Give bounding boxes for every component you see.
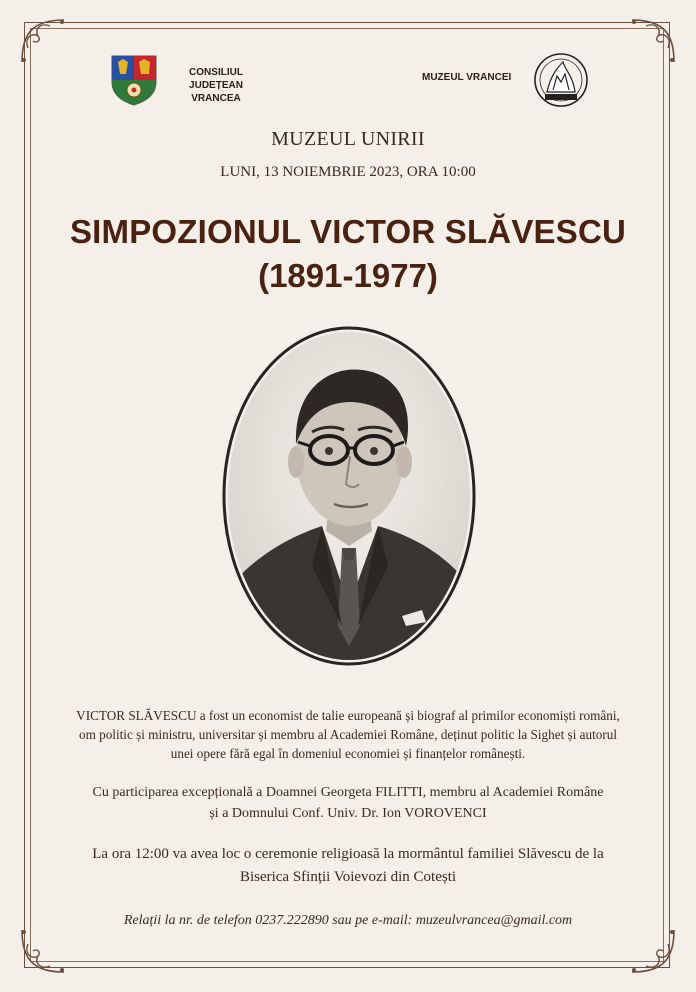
county-coat-of-arms-icon bbox=[108, 52, 160, 106]
museum-name: MUZEUL VRANCEI bbox=[422, 72, 512, 83]
county-council-name bbox=[166, 66, 266, 105]
biography-line: VICTOR SLĂVESCU a fost un economist de talie europeană și biograf al primilor economiști români, bbox=[76, 708, 620, 723]
biography-line: unei opere fără egal în domeniul economiei și finanțelor românești. bbox=[170, 746, 526, 761]
event-datetime: LUNI, 13 NOIEMBRIE 2023, ORA 10:00 bbox=[220, 164, 476, 180]
corner-ornament-icon bbox=[628, 12, 682, 66]
ceremony-paragraph bbox=[50, 843, 646, 889]
biography-line: om politic și ministru, universitar și membru al Academiei Române, deținut politic la Sighet și autorul bbox=[78, 727, 618, 742]
guests-line: și a Domnului Conf. Univ. Dr. Ion VOROVENCI bbox=[209, 806, 487, 821]
event-title: SIMPOZIONUL VICTOR SLĂVESCU bbox=[69, 213, 627, 250]
ceremony-line: Biserica Sfinții Voievozi din Cotești bbox=[239, 869, 457, 885]
guests-line: Cu participarea excepțională a Doamnei Georgeta FILITTI, membru al Academiei Române bbox=[92, 785, 604, 800]
museum-seal-icon bbox=[533, 52, 589, 108]
event-years: (1891-1977) bbox=[258, 257, 438, 294]
county-council-line1: CONSILIUL JUDEȚEAN bbox=[189, 67, 243, 91]
county-council-line2: VRANCEA bbox=[191, 93, 241, 104]
portrait-photo bbox=[222, 326, 476, 666]
contact-info: Relații la nr. de telefon 0237.222890 sau pe e-mail: muzeulvrancea@gmail.com bbox=[123, 913, 573, 928]
biography-paragraph bbox=[50, 706, 646, 763]
guests-paragraph bbox=[50, 782, 646, 824]
corner-ornament-icon bbox=[14, 12, 68, 66]
venue-title: MUZEUL UNIRII bbox=[271, 128, 425, 150]
corner-ornament-icon bbox=[628, 926, 682, 980]
ceremony-line: La ora 12:00 va avea loc o ceremonie religioasă la mormântul familiei Slăvescu de la bbox=[92, 846, 604, 862]
corner-ornament-icon bbox=[14, 926, 68, 980]
